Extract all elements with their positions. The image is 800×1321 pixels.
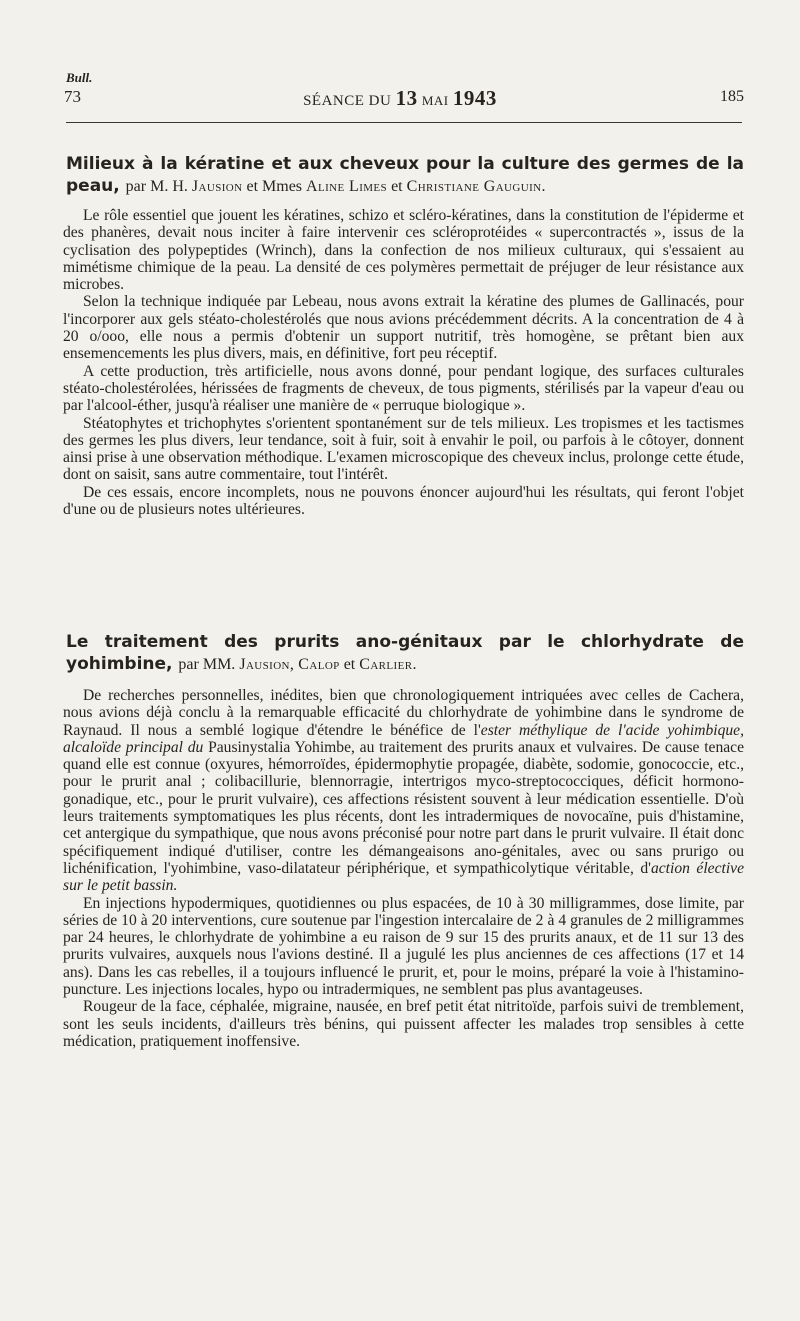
- seance-month: MAI: [421, 93, 449, 108]
- byline-connector: et: [343, 656, 356, 673]
- seance-prefix: SÉANCE DU: [303, 93, 392, 109]
- italic-text-run: action élective sur le petit bassin.: [63, 859, 744, 895]
- journal-abbreviation: Bull.: [66, 70, 93, 85]
- author-name: Jausion,: [239, 656, 295, 673]
- article-1-title-text: Milieux à la kératine et aux cheveux pour la culture des germes de la peau,: [66, 154, 744, 196]
- paragraph: A cette production, très artificielle, nous avons donné, pour pendant logique, des surfaces culturales stéato-cholestérolées, hérissées de fragments de cheveux, de tous pigments, stérilisés par la vapeur d'eau ou par l'alcool-éther, jusqu'à réaliser une manière de « perruque biologique ».: [63, 362, 744, 415]
- running-head: [0, 86, 800, 111]
- article-1-body: [63, 207, 744, 518]
- paragraph: En injections hypodermiques, quotidiennes ou plus espacées, de 10 à 30 milligrammes, dose limite, par séries de 10 à 20 interventions, cure soutenue par l'ingestion intercalaire de 2 à 4 granules de 2 milligrammes par 24 heures, le chlorhydrate de yohimbine a eu raison de 9 sur 15 des prurits anaux, et de 11 sur 13 des prurits vulvaires, auxquels nous l'avions destiné. Il a jugulé les plus anciennes de ces affections (17 et 14 ans). Dans les cas rebelles, il a toujours influencé le prurit, et, pour le moins, préparé la voie à l'histamino-puncture. Les injections locales, hypo ou intradermiques, ne semblent pas plus avantageuses.: [63, 894, 744, 999]
- volume-number: 73: [64, 87, 81, 106]
- paragraph: De ces essais, encore incomplets, nous ne pouvons énoncer aujourd'hui les résultats, qui feront l'objet d'une ou de plusieurs notes ultérieures.: [63, 483, 744, 519]
- author-name: Carlier.: [359, 656, 417, 673]
- seance-year: 1943: [452, 86, 497, 110]
- article-2-title-text: Le traitement des prurits ano-génitaux par le chlorhydrate de yohimbine,: [66, 632, 744, 674]
- italic-text-run: ester méthylique de l'acide yohimbique, alcaloïde principal du: [63, 721, 745, 756]
- paragraph: Selon la technique indiquée par Lebeau, nous avons extrait la kératine des plumes de Gallinacés, pour l'incorporer aux gels stéato-cholestérolés que nous avions précédemment décrits. A la concentration de 4 à 20 o/ooo, elle nous a permis d'obtenir un support nutritif, très homogène, se prêtant bien aux ensemencements les plus divers, mais, en définitive, fort peu réceptif.: [63, 293, 744, 363]
- byline-by: par MM.: [178, 656, 236, 673]
- header-rule: [66, 122, 742, 123]
- article-2-body: [63, 687, 744, 1050]
- author-name: Aline Limes: [306, 178, 388, 195]
- page-number: 185: [720, 88, 744, 105]
- text-run: Pausinystalia Yohimbe, au traitement des prurits anaux et vulvaires. De cause tenace quand elle est connue (oxyures, hémorroïdes, épidermophytie propagée, diabète, sodomie, gonococcie, etc., pour le prurit anal ; colibacillurie, blennorragie, intertrigos myco-streptococciques, déficit hormono-gonadique, etc., pour le prurit vulvaire), ces affections résistent souvent à leur médication essentielle. D'où leurs traitements symptomatiques les plus récents, dont les intradermiques de novocaïne, puis d'histamine, cet antergique du sympathique, que nous avons préconisé pour notre part dans le prurit vulvaire. Il était donc spécifiquement indiqué d'utiliser, contre les démangeaisons ano-génitales, avec ou sans prurigo ou lichénification, l'yohimbine, vaso-dilatateur périphérique, et sympathicolytique véritable, d': [63, 738, 745, 877]
- author-name: Calop: [298, 656, 340, 673]
- byline-by: par M. H.: [125, 178, 188, 195]
- author-name: Christiane Gauguin.: [406, 178, 546, 195]
- paragraph: Le rôle essentiel que jouent les kératines, schizo et scléro-kératines, dans la constitution de l'épiderme et des phanères, devait nous inciter à faire intervenir ces scléroprotéides « supercontractés », issus de la cyclisation des polypeptides (Wrinch), dans la confection de nos milieux culturaux, qui s'essaient au mimétisme chimique de la peau. La densité de ces polymères permettait de préjuger de leur résistance aux microbes.: [63, 207, 744, 294]
- paragraph: [63, 687, 744, 895]
- paragraph: Rougeur de la face, céphalée, migraine, nausée, en bref petit état nitritoïde, parfois suivi de tremblement, sont les seuls incidents, d'ailleurs très bénins, qui puissent affecter les malades trop sensibles à cette médication, pratiquement inoffensive.: [63, 998, 744, 1050]
- byline-connector: et Mmes: [246, 178, 303, 195]
- article-1-title: [66, 153, 744, 198]
- author-name: Jausion: [191, 178, 243, 195]
- article-1-byline: [126, 178, 546, 195]
- byline-connector: et: [391, 178, 403, 195]
- article-2-title: [66, 631, 744, 676]
- text-run: De recherches personnelles, inédites, bien que chronologiquement intriquées avec celles de Cachera, nous avions déjà conclu à la remarquable efficacité du chlorhydrate de yohimbine dans le syndrome de Raynaud. Il nous a semblé logique d'étendre le bénéfice de l': [63, 687, 744, 739]
- seance-day: 13: [395, 86, 418, 110]
- article-2-byline: [178, 656, 416, 673]
- paragraph: Stéatophytes et trichophytes s'orientent spontanément sur de tels milieux. Les tropismes et les tactismes des germes les plus divers, leur tendance, soit à fuir, soit à envahir le poil, ou parfois à le côtoyer, donnent ainsi prise à une observation méthodique. L'examen microscopique des cheveux inclus, prolonge cette étude, dont on saisit, sans autre commentaire, tout l'intérêt.: [63, 414, 744, 484]
